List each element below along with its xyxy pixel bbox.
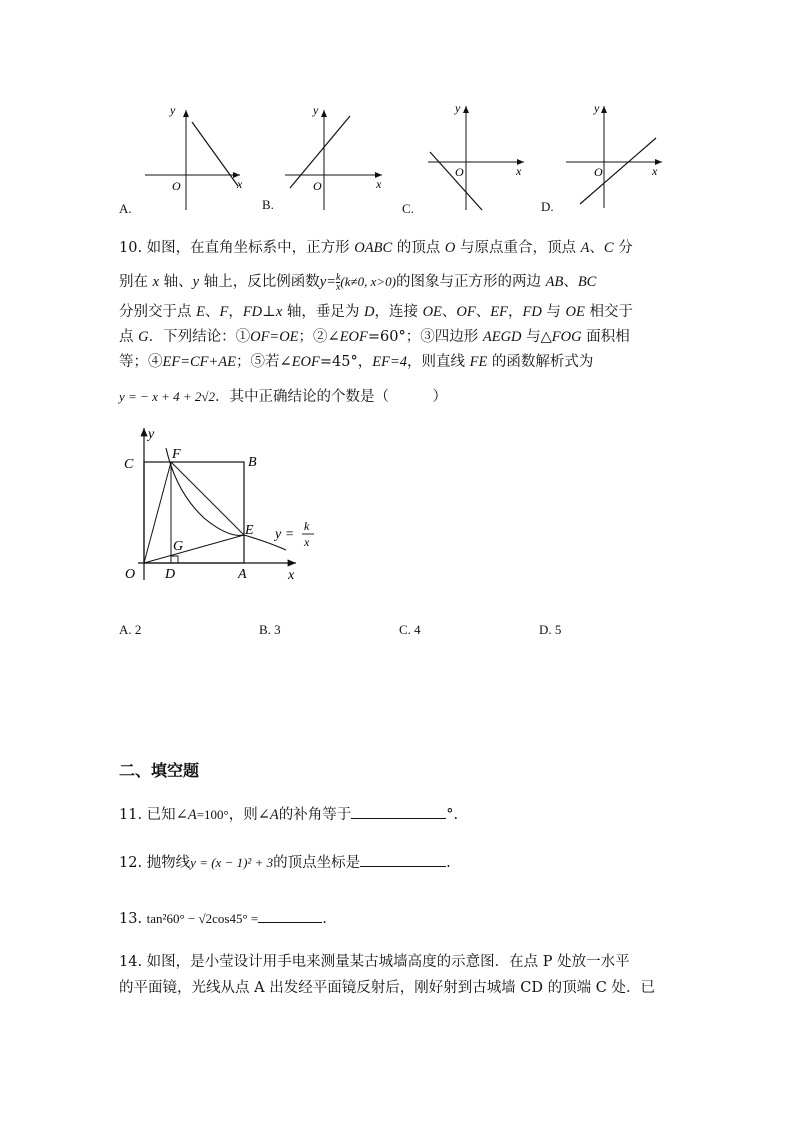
- svg-text:O: O: [125, 567, 136, 582]
- segment-oe: [144, 535, 244, 563]
- q11-answer-blank[interactable]: [351, 804, 446, 819]
- svg-text:x: x: [652, 164, 658, 178]
- svg-text:D: D: [165, 567, 176, 582]
- q9-option-d[interactable]: D.: [541, 199, 554, 214]
- svg-text:E: E: [245, 523, 254, 538]
- q10-line4: 点 G．下列结论：①OF=OE；②∠EOF=60°；③四边形 AEGD 与△FOG 面积相: [119, 329, 630, 345]
- segment-ef: [171, 462, 244, 535]
- svg-text:y: y: [455, 101, 461, 115]
- q10-figure: [118, 420, 318, 590]
- svg-text:x: x: [376, 177, 382, 191]
- q10-line5: 等；④EF=CF+AE；⑤若∠EOF=45°，EF=4，则直线 FE 的函数解析式为: [119, 354, 594, 370]
- q9-option-b[interactable]: B.: [262, 197, 274, 212]
- q14-line1: 14. 如图，是小莹设计用手电来测量某古城墙高度的示意图．在点 P 处放一水平: [119, 954, 630, 970]
- svg-text:y: y: [170, 103, 176, 117]
- right-angle-mark: [171, 556, 178, 563]
- graph-a: [145, 103, 243, 210]
- svg-text:O: O: [313, 179, 322, 193]
- q10-fraction: $\frac{k}{x}$: [335, 271, 341, 293]
- svg-text:y =: y =: [275, 527, 295, 542]
- q10-answer-formula: y = − x + 4 + 2√2: [119, 389, 216, 404]
- q12-answer-blank[interactable]: [360, 852, 446, 867]
- svg-text:y: y: [594, 101, 600, 115]
- graph-d-line: [580, 138, 656, 204]
- svg-text:x: x: [237, 177, 243, 191]
- q12: 12. 抛物线y = (x − 1)² + 3的顶点坐标是 .: [119, 852, 451, 873]
- svg-text:x: x: [516, 164, 522, 178]
- svg-text:G: G: [173, 539, 184, 554]
- q9-graphs: [110, 100, 690, 220]
- q10-option-a[interactable]: A. 2: [119, 622, 142, 637]
- graph-c-line: [430, 152, 482, 210]
- svg-text:y: y: [313, 103, 319, 117]
- q10-option-c[interactable]: C. 4: [399, 622, 421, 637]
- svg-text:O: O: [594, 165, 603, 179]
- graph-b-line: [290, 116, 350, 188]
- q10-line1: 10. 如图，在直角坐标系中，正方形 OABC 的顶点 O 与原点重合，顶点 A、C 分: [119, 240, 633, 256]
- q12-formula: y = (x − 1)² + 3: [190, 855, 274, 870]
- q13-answer-blank[interactable]: [258, 908, 322, 923]
- graph-d: [566, 101, 662, 208]
- svg-text:A: A: [238, 567, 247, 582]
- segment-of: [144, 462, 171, 563]
- svg-text:C: C: [124, 457, 134, 472]
- svg-text:O: O: [172, 179, 181, 193]
- q10-option-d[interactable]: D. 5: [539, 622, 562, 637]
- section-title-fill-in: 二、填空题: [119, 761, 200, 780]
- hyperbola-curve: [166, 448, 286, 550]
- q10-option-b[interactable]: B. 3: [259, 622, 281, 637]
- q14-line2: 的平面镜，光线从点 A 出发经平面镜反射后，刚好射到古城墙 CD 的顶端 C 处．已: [119, 980, 655, 996]
- svg-text:O: O: [455, 165, 464, 179]
- q9-option-c[interactable]: C.: [402, 201, 414, 216]
- q11: 11. 已知∠A=100°，则∠A的补角等于 °.: [119, 804, 458, 825]
- graph-b: [285, 103, 382, 210]
- svg-text:x: x: [288, 568, 295, 583]
- svg-text:x: x: [304, 535, 310, 549]
- q13-formula: tan²60° − √2cos45° =: [146, 911, 259, 926]
- q10-line3: 分别交于点 E、F，FD⊥x 轴，垂足为 D，连接 OE、OF、EF，FD 与 OE 相交于: [119, 304, 633, 320]
- svg-text:y: y: [148, 427, 155, 442]
- q13: 13. tan²60° − √2cos45° = .: [119, 908, 327, 929]
- q10-line2: 别在 x 轴、y 轴上，反比例函数y= $\frac{k}{x}$ (k≠0, x>0)的图象与正方形的两边 AB、BC: [119, 271, 597, 293]
- graph-a-line: [192, 122, 238, 186]
- svg-text:B: B: [248, 455, 257, 470]
- q10-line6: y = − x + 4 + 2√2．其中正确结论的个数是（ ）: [119, 389, 448, 405]
- svg-text:k: k: [304, 519, 310, 533]
- svg-text:F: F: [172, 447, 181, 462]
- q9-option-a[interactable]: A.: [119, 201, 132, 216]
- graph-c: [428, 101, 524, 210]
- square-oabc: [144, 462, 244, 563]
